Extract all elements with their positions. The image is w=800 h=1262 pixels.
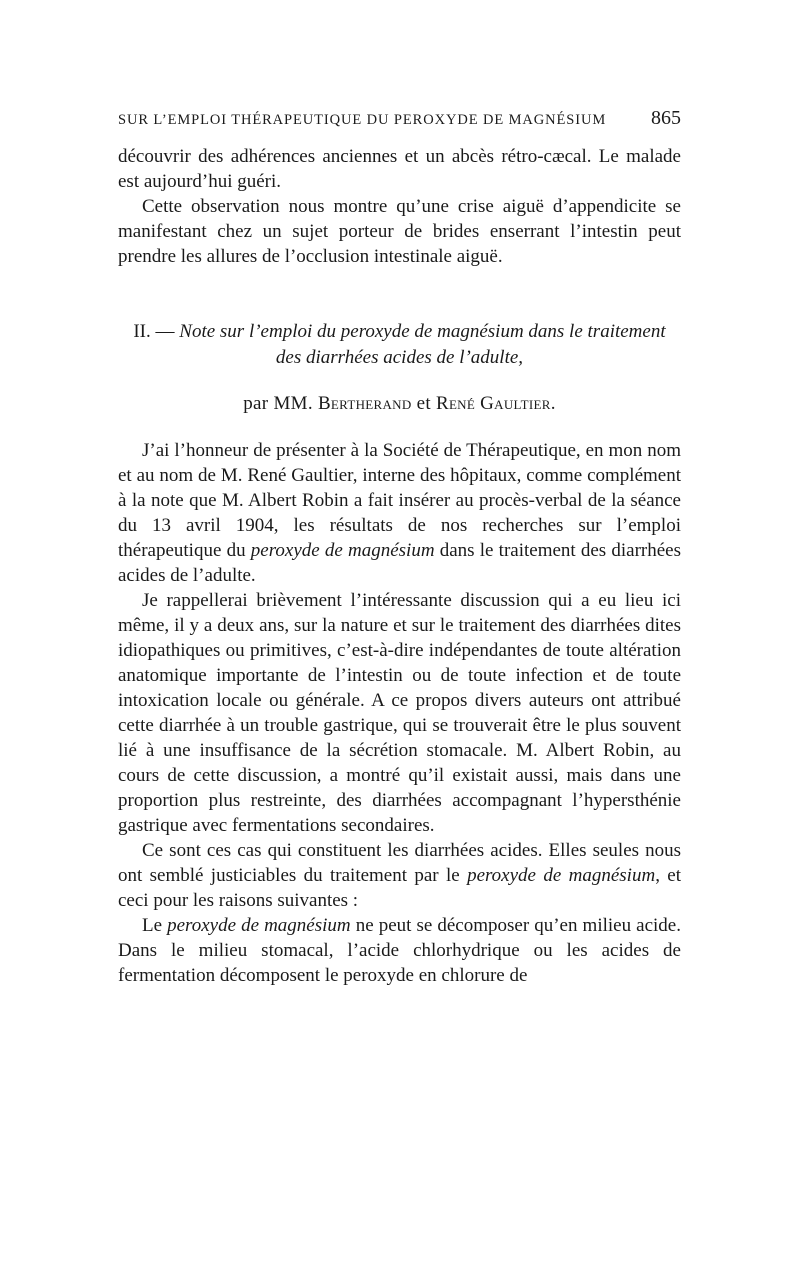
text-run: Le	[142, 915, 168, 936]
author-name: Bertherand	[317, 393, 412, 414]
section-title-line2: des diarrhées acides de l’adulte,	[275, 347, 524, 368]
text-run: dans le traitement des diarrhées acides de l’adulte.	[118, 540, 682, 586]
section-number: II. —	[133, 321, 180, 342]
section-title-line1: Note sur l’emploi du peroxyde de magnésium dans le traitement	[179, 321, 666, 342]
italic-term: peroxyde de magnésium	[167, 915, 351, 936]
page-number: 865	[651, 107, 681, 129]
authors-suffix: .	[550, 393, 556, 414]
paragraph-continued: découvrir des adhérences anciennes et un abcès rétro-cæcal. Le malade est aujourd’hui guéri.	[118, 146, 681, 192]
authors-prefix: par MM.	[243, 393, 318, 414]
running-title: SUR L’EMPLOI THÉRAPEUTIQUE DU PEROXYDE DE MAGNÉSIUM	[118, 112, 607, 128]
running-header	[118, 108, 681, 130]
paragraph-body	[118, 438, 681, 588]
authors-line	[118, 391, 681, 416]
authors-conjunction: et	[411, 393, 436, 414]
text-run: , et ceci pour les raisons suivantes :	[118, 865, 682, 911]
italic-term: peroxyde de magnésium	[467, 865, 656, 886]
author-name: René Gaultier	[435, 393, 551, 414]
text-run: Ce sont ces cas qui constituent les diarrhées acides. Elles seules nous ont semblé justiciables du traitement par le	[118, 840, 681, 886]
text-run: ne peut se décomposer qu’en milieu acide. Dans le milieu stomacal, l’acide chlorhydrique ou les acides de fermentation décomposent le peroxyde en chlorure de	[118, 915, 681, 986]
paragraph-body	[118, 838, 681, 913]
document-page	[118, 108, 681, 988]
section-heading	[118, 319, 681, 371]
italic-term: peroxyde de magnésium	[250, 540, 435, 561]
paragraph-body	[118, 913, 681, 988]
paragraph-body: Je rappellerai brièvement l’intéressante discussion qui a eu lieu ici même, il y a deux ans, sur la nature et sur le traitement des diarrhées dites idiopathiques ou primitives, c’est-à-dire indépendantes de toute altération anatomique importante de l’intestin ou de toute infection et de toute intoxication locale ou générale. A ce propos divers auteurs ont attribué cette diarrhée à un trouble gastrique, qui se trouverait être le plus souvent lié à une insuffisance de la sécrétion stomacale. M. Albert Robin, au cours de cette discussion, a montré qu’il existait aussi, mais dans une proportion plus restreinte, des diarrhées accompagnant l’hypersthénie gastrique avec fermentations secondaires.	[118, 590, 681, 836]
text-run: J’ai l’honneur de présenter à la Société de Thérapeutique, en mon nom et au nom de M. René Gaultier, interne des hôpitaux, comme complément à la note que M. Albert Robin a fait insérer au procès-verbal de la séance du 13 avril 1904, les résultats de nos recherches sur l’emploi thérapeutique du	[118, 440, 681, 561]
paragraph-observation: Cette observation nous montre qu’une crise aiguë d’appendicite se manifestant chez un sujet porteur de brides enserrant l’intestin peut prendre les allures de l’occlusion intestinale aiguë.	[118, 196, 681, 267]
